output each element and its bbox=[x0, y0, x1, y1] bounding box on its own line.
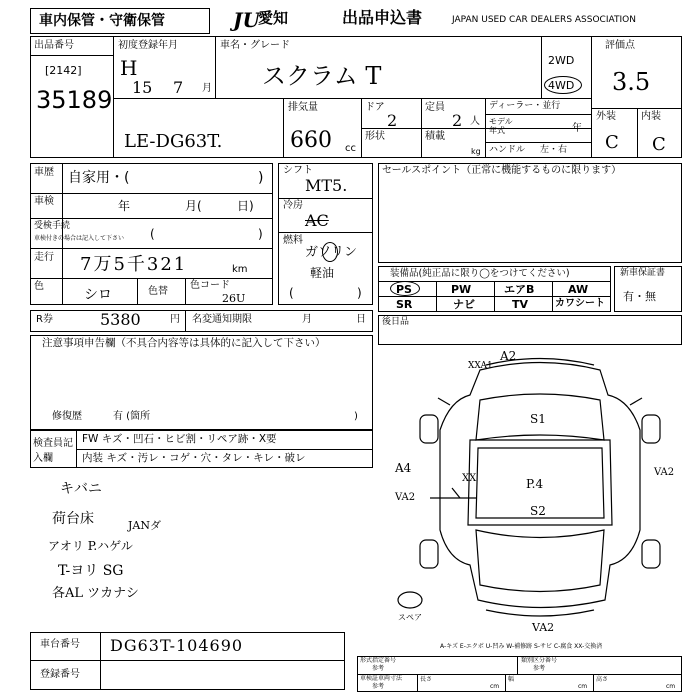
diag-va2-bottom: VA2 bbox=[532, 621, 555, 634]
spec-label: 形式指定番号 bbox=[360, 657, 397, 664]
diag-xx: XX bbox=[462, 473, 477, 484]
door-label: ドア bbox=[365, 102, 385, 113]
inspector-row1: FW キズ・凹石・ヒビ割・リペア跡・X要 bbox=[82, 433, 277, 445]
year-unit: 年 bbox=[572, 123, 582, 134]
class-label: 類別区分番号 bbox=[521, 657, 558, 664]
shape-label: 形状 bbox=[365, 131, 385, 142]
assoc-name: JAPAN USED CAR DEALERS ASSOCIATION bbox=[452, 15, 636, 25]
diag-s2: S2 bbox=[530, 504, 546, 518]
reg-number-label: 登録番号 bbox=[40, 669, 80, 680]
equip-item: PW bbox=[451, 283, 472, 296]
recycle-label: R券 bbox=[36, 314, 53, 325]
height-unit: cm bbox=[666, 683, 676, 690]
ac-label: 冷房 bbox=[283, 200, 303, 211]
width-unit: cm bbox=[578, 683, 588, 690]
doc-title: 出品申込書 bbox=[342, 8, 423, 27]
history-label: 車歴 bbox=[34, 167, 54, 178]
width-label: 幅 bbox=[508, 676, 515, 683]
hand-note: 荷台床 bbox=[52, 511, 94, 527]
model-label: 車名・グレード bbox=[220, 40, 290, 51]
fuel-diesel: 軽油 bbox=[310, 266, 335, 280]
equip-item: SR bbox=[396, 298, 413, 311]
inspector-row2: 内装 キズ・汚レ・コゲ・穴・タレ・キレ・破レ bbox=[82, 452, 306, 464]
lot-number: 35189 bbox=[36, 86, 113, 114]
score-value: 3.5 bbox=[612, 68, 651, 96]
chassis-value: DG63T-104690 bbox=[110, 636, 244, 655]
int-label: 内装 bbox=[641, 111, 661, 122]
warranty-value: 有・無 bbox=[623, 290, 656, 303]
logo-mark: JU bbox=[233, 8, 260, 32]
length-label: 長さ bbox=[420, 676, 433, 683]
after-label: 後日品 bbox=[382, 317, 410, 327]
mileage-unit: km bbox=[232, 264, 248, 275]
drive-4wd: 4WD bbox=[548, 79, 575, 92]
notes-label: 注意事項申告欄（不具合内容等は具体的に記入して下さい） bbox=[42, 337, 326, 349]
repair-value: 有 (箇所 bbox=[113, 411, 151, 422]
ext-label: 外装 bbox=[596, 111, 616, 122]
ac-value: AC bbox=[305, 211, 329, 230]
receipt-paren-close: ) bbox=[258, 227, 263, 241]
autotax-month: 月 bbox=[302, 314, 312, 325]
hand-note: アオリ P.ハゲル bbox=[48, 539, 133, 553]
spec-ref: 参考 bbox=[372, 665, 385, 672]
history-close: ) bbox=[258, 170, 264, 186]
reg-year: 15 bbox=[132, 78, 153, 97]
handle-label: ハンドル bbox=[489, 145, 526, 155]
inspection-year: 年 bbox=[118, 199, 131, 213]
sales-label: セールスポイント（正常に機能するものに限ります） bbox=[382, 165, 622, 176]
inspection-label: 車検 bbox=[34, 196, 54, 207]
warranty-label: 新車保証書 bbox=[620, 268, 666, 278]
diag-p4: P.4 bbox=[526, 477, 544, 491]
color-value: シロ bbox=[84, 287, 112, 303]
receipt-paren: ( bbox=[150, 227, 155, 241]
diag-va2-left: VA2 bbox=[395, 492, 416, 503]
load-label: 積載 bbox=[425, 131, 445, 142]
diag-s1: S1 bbox=[530, 412, 546, 426]
autotax-day: 日 bbox=[356, 314, 366, 325]
fuel-paren-close: ) bbox=[357, 286, 362, 300]
cap-value: 2 bbox=[452, 111, 463, 130]
hand-note: キバニ bbox=[60, 481, 102, 497]
repair-close: ) bbox=[354, 411, 358, 422]
equip-item: PS bbox=[396, 283, 412, 296]
chassis-label: 車台番号 bbox=[40, 639, 80, 650]
repair-label: 修復歴 bbox=[52, 411, 82, 422]
size-ref: 参考 bbox=[372, 683, 385, 690]
equip-item: TV bbox=[512, 298, 529, 311]
org-name: 愛知 bbox=[258, 9, 289, 27]
hand-note: 各AL ツカナシ bbox=[52, 586, 139, 601]
reg-label: 初度登録年月 bbox=[118, 40, 178, 51]
mileage-label: 走行 bbox=[34, 252, 54, 263]
receipt-note: 車検付きの場合は記入して下さい bbox=[34, 235, 125, 242]
diag-a-top-left: XXA1 bbox=[468, 361, 493, 371]
receipt-label: 受検手続 bbox=[34, 221, 71, 231]
class-ref: 参考 bbox=[533, 665, 546, 672]
cap-label: 定員 bbox=[425, 102, 445, 113]
storage-note: 車内保管・守衛保管 bbox=[39, 13, 165, 29]
door-value: 2 bbox=[387, 111, 398, 130]
diag-a-top: A2 bbox=[500, 349, 517, 363]
equip-item: ナビ bbox=[453, 298, 475, 311]
color-label: 色 bbox=[34, 281, 44, 292]
reg-month: 7 bbox=[173, 78, 184, 97]
disp-unit: cc bbox=[345, 143, 356, 154]
handle-value: 左・右 bbox=[540, 145, 568, 155]
inspection-day: 日) bbox=[237, 199, 254, 213]
ext-value: C bbox=[605, 132, 619, 153]
equip-item: カワシート bbox=[555, 298, 605, 309]
shift-label: シフト bbox=[283, 165, 313, 176]
diag-va2-right: VA2 bbox=[654, 467, 675, 478]
fuel-paren: ( bbox=[289, 286, 294, 300]
autotax-label: 名変通知期限 bbox=[192, 314, 252, 325]
lot-small: [2142] bbox=[45, 64, 82, 77]
dealer-label: ディーラー・並行 bbox=[489, 101, 561, 111]
cap-unit: 人 bbox=[470, 116, 480, 127]
lot-label: 出品番号 bbox=[34, 40, 74, 51]
diag-a4: A4 bbox=[395, 461, 412, 475]
chassis-model: LE-DG63T. bbox=[124, 131, 223, 152]
recycle-value: 5380 bbox=[100, 310, 141, 329]
disp-value: 660 bbox=[290, 128, 332, 153]
height-label: 高さ bbox=[596, 676, 609, 683]
fuel-label: 燃料 bbox=[283, 235, 303, 246]
history-value: 自家用・( bbox=[68, 170, 130, 186]
color-code-value: 26U bbox=[222, 292, 246, 305]
length-unit: cm bbox=[490, 683, 500, 690]
model-value: スクラム T bbox=[262, 62, 382, 90]
reg-era: H bbox=[120, 56, 138, 80]
spare-label: スペア bbox=[398, 613, 422, 622]
disp-label: 排気量 bbox=[288, 102, 318, 113]
equip-item: AW bbox=[568, 283, 589, 296]
drive-2wd: 2WD bbox=[548, 54, 575, 67]
diagram-legend: A-キズ E-エクボ U-凹み W-補修跡 S-サビ C-腐食 XX-交換済 bbox=[440, 643, 603, 650]
hand-note: T-ヨリ SG bbox=[58, 563, 124, 579]
hand-note: JANダ bbox=[128, 519, 161, 532]
size-label: 車検証車両寸法 bbox=[360, 675, 403, 682]
model-year-label: モデル年式 bbox=[489, 117, 513, 135]
mileage-value: 7万5千321 bbox=[80, 254, 188, 275]
shift-value: MT5. bbox=[305, 176, 348, 195]
equip-item: エアB bbox=[504, 283, 535, 296]
color-change-label: 色替 bbox=[148, 286, 168, 297]
recycle-unit: 円 bbox=[170, 314, 180, 325]
inspector-label: 検査員記入欄 bbox=[33, 438, 73, 464]
color-code-label: 色コード bbox=[190, 280, 230, 291]
reg-month-unit: 月 bbox=[202, 83, 212, 94]
equip-label: 装備品(純正品に限り◯をつけてください) bbox=[390, 268, 570, 279]
inspection-month: 月( bbox=[185, 199, 202, 213]
int-value: C bbox=[652, 134, 666, 155]
score-label: 評価点 bbox=[605, 40, 635, 51]
load-unit: kg bbox=[471, 147, 481, 156]
fuel-gas: ガソリン bbox=[305, 245, 358, 260]
